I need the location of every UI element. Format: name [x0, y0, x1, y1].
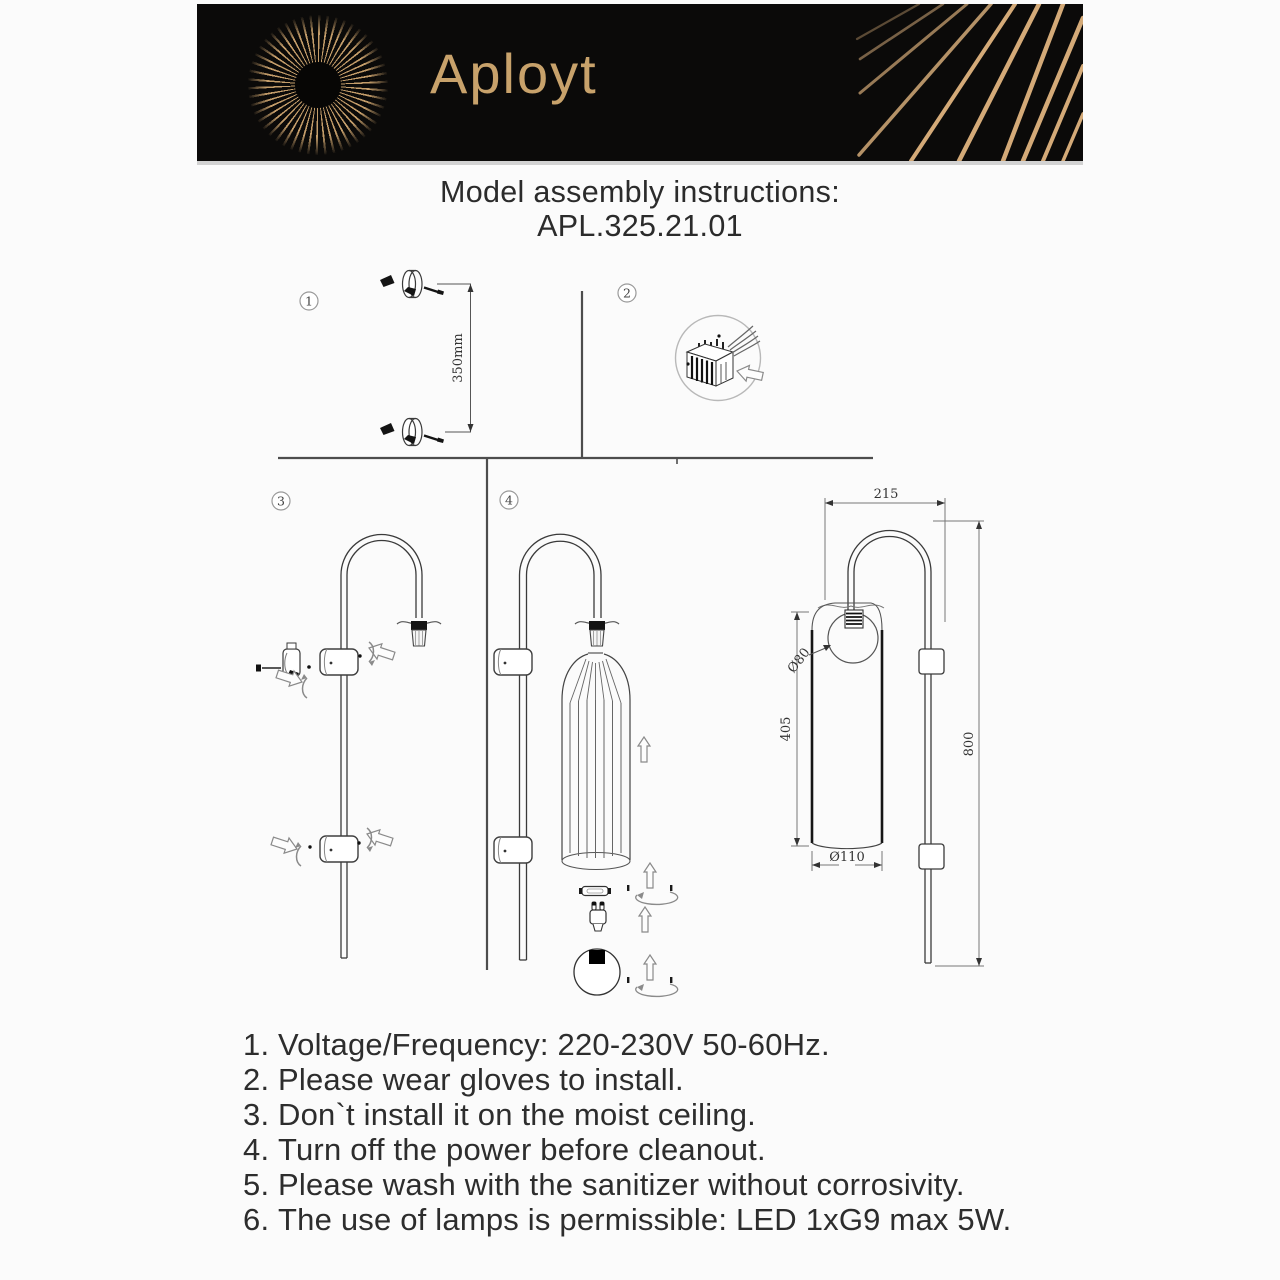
item-number: 3.: [243, 1097, 270, 1132]
instruction-item: [243, 1097, 1011, 1132]
svg-text:2: 2: [623, 285, 631, 301]
item-text: Please wash with the sanitizer without corrosivity.: [278, 1167, 965, 1202]
model-code: APL.325.21.01: [537, 209, 743, 243]
item-text: Turn off the power before cleanout.: [278, 1132, 766, 1167]
item-number: 2.: [243, 1062, 270, 1097]
glass-ball: [574, 949, 620, 995]
figure-2-label: [618, 284, 636, 302]
brand-name: Aployt: [430, 42, 598, 105]
dim-110: Ø110: [829, 850, 865, 865]
item-text: Don`t install it on the moist ceiling.: [278, 1097, 756, 1132]
item-text: Voltage/Frequency: 220-230V 50-60Hz.: [278, 1027, 830, 1062]
svg-text:1: 1: [305, 293, 313, 309]
item-text: The use of lamps is permissible: LED 1xG9 max 5W.: [278, 1202, 1012, 1237]
instruction-item: [243, 1167, 1011, 1202]
doc-title: Model assembly instructions:: [440, 175, 840, 209]
svg-text:4: 4: [505, 492, 513, 508]
step2-terminal-detail: [676, 316, 765, 401]
instruction-item: [243, 1132, 1011, 1167]
dim-800: 800: [962, 731, 977, 757]
dimension-drawing: [779, 487, 984, 966]
instruction-item: [243, 1202, 1011, 1237]
step1-wall-anchors: [380, 271, 474, 446]
dim-215: 215: [873, 487, 899, 502]
instruction-item: [243, 1027, 1011, 1062]
item-text: Please wear gloves to install.: [278, 1062, 684, 1097]
instruction-list: [243, 1027, 1011, 1237]
item-number: 1.: [243, 1027, 270, 1062]
step4-shade-assembly: [494, 534, 678, 996]
dim-350mm: 350mm: [451, 333, 466, 383]
item-number: 6.: [243, 1202, 270, 1237]
step3-frame-assembly: [256, 535, 441, 959]
figure-4-label: [500, 491, 518, 509]
dim-80: Ø80: [784, 645, 814, 677]
svg-text:3: 3: [277, 493, 285, 509]
figure-3-label: [272, 492, 290, 510]
dim-405: 405: [779, 716, 794, 742]
fluted-shade: [562, 653, 630, 870]
instruction-item: [243, 1062, 1011, 1097]
item-number: 5.: [243, 1167, 270, 1202]
figure-1-label: [300, 292, 318, 310]
item-number: 4.: [243, 1132, 270, 1167]
